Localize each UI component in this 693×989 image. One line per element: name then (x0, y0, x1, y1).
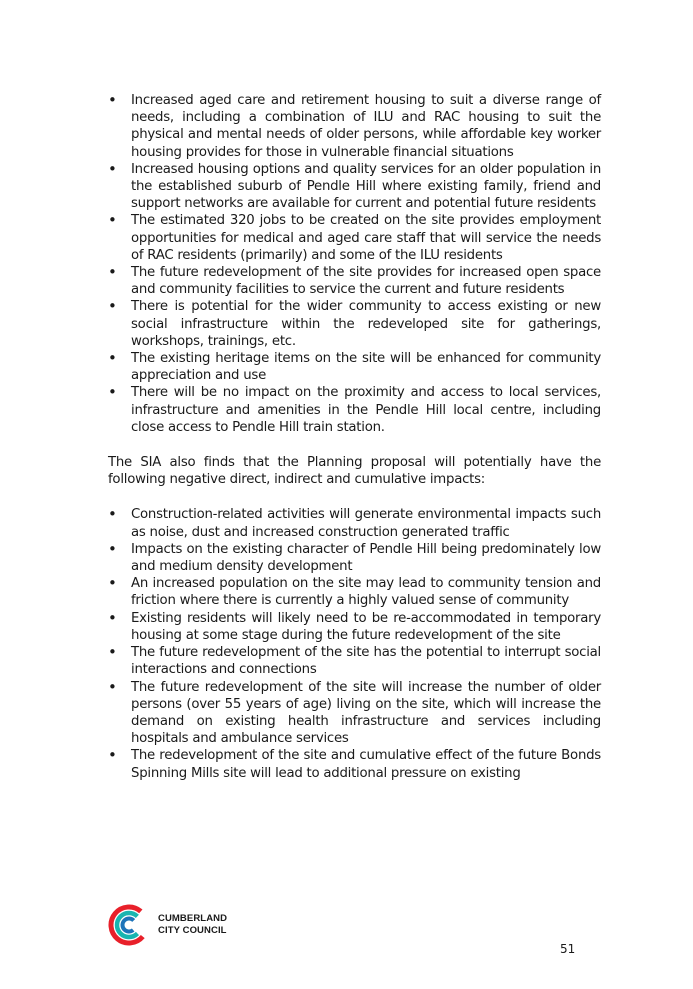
list-item: • The redevelopment of the site and cumulative effect of the future Bonds Spinning Mills site will lead to additional pressure on existing (108, 747, 601, 781)
list-item: • There will be no impact on the proximity and access to local services, infrastructure and amenities in the Pendle Hill local centre, including close access to Pendle Hill train station. (108, 384, 601, 436)
council-logo (107, 903, 227, 947)
list-item: • The future redevelopment of the site will increase the number of older persons (over 55 years of age) living on the site, which will increase the demand on existing health infrastructure and services including hospitals and ambulance services (108, 679, 601, 748)
intro-paragraph: The SIA also finds that the Planning proposal will potentially have the following negative direct, indirect and cumulative impacts: (108, 455, 601, 488)
negative-impacts-list (108, 506, 601, 781)
list-item: • Existing residents will likely need to be re-accommodated in temporary housing at some stage during the future redevelopment of the site (108, 610, 601, 644)
list-item: • Increased housing options and quality services for an older population in the established suburb of Pendle Hill where existing family, friend and support networks are available for current and potential future residents (108, 161, 601, 213)
list-item: • Impacts on the existing character of Pendle Hill being predominately low and medium density development (108, 541, 601, 575)
list-item: • The estimated 320 jobs to be created on the site provides employment opportunities for medical and aged care staff that will service the needs of RAC residents (primarily) and some of the ILU residents (108, 212, 601, 264)
logo-line-1: CUMBERLAND (158, 913, 228, 924)
list-item: • An increased population on the site may lead to community tension and friction where there is currently a highly valued sense of community (108, 575, 601, 609)
list-item: • There is potential for the wider community to access existing or new social infrastructure within the redeveloped site for gatherings, workshops, trainings, etc. (108, 298, 601, 350)
list-item: • The future redevelopment of the site provides for increased open space and community facilities to service the current and future residents (108, 264, 601, 298)
cumberland-logo-icon (107, 903, 151, 947)
list-item: • Construction-related activities will generate environmental impacts such as noise, dust and increased construction generated traffic (108, 506, 601, 540)
logo-text (158, 913, 227, 937)
logo-line-2: CITY COUNCIL (158, 925, 227, 936)
list-item: • The existing heritage items on the site will be enhanced for community appreciation and use (108, 350, 601, 384)
list-item: • The future redevelopment of the site has the potential to interrupt social interactions and connections (108, 644, 601, 678)
list-item: • Increased aged care and retirement housing to suit a diverse range of needs, including a combination of ILU and RAC housing to suit the physical and mental needs of older persons, while affordable key worker housing provides for those in vulnerable financial situations (108, 92, 601, 161)
page-number: 51 (560, 942, 576, 956)
page-body (108, 92, 601, 782)
positive-impacts-list (108, 92, 601, 436)
